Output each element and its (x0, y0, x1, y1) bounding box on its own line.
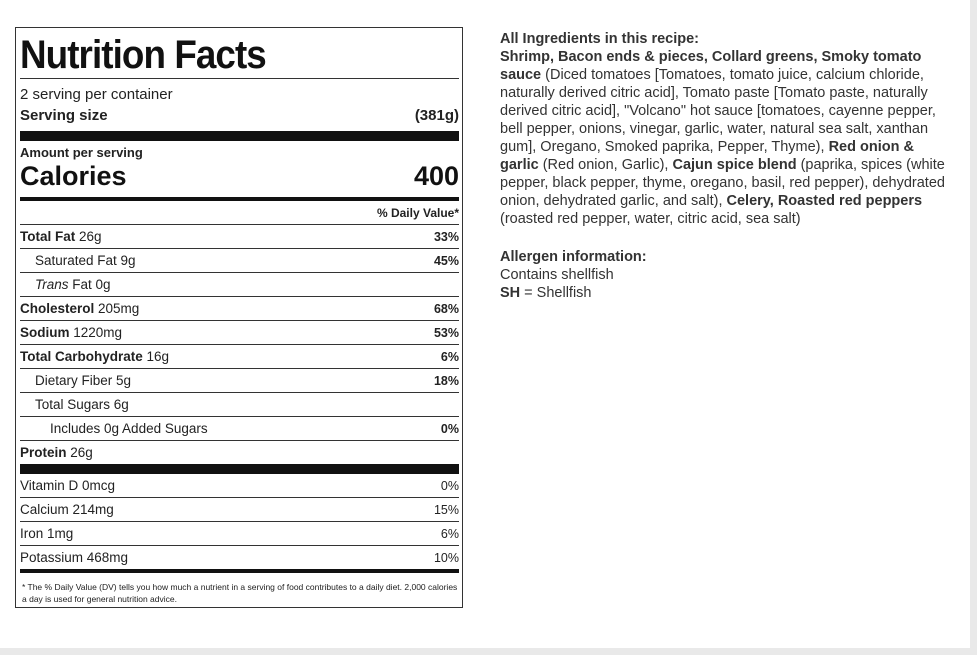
amount-per-serving: Amount per serving (20, 145, 143, 160)
ingredients-panel (500, 30, 950, 302)
nutrition-facts-title: Nutrition Facts (20, 33, 266, 77)
saturated-fat-pct: 45% (433, 253, 459, 268)
serving-size-row (20, 106, 459, 131)
allergen-code-line: SH = Shellfish (500, 285, 592, 301)
nutrient-row-total-fat: Total Fat 26g 33% (20, 225, 459, 249)
allergen-heading: Allergen information: (500, 249, 647, 265)
nutrition-facts-label (15, 27, 463, 608)
nutrient-row-added-sugars: Includes 0g Added Sugars 0% (20, 417, 459, 441)
allergen-text: Contains shellfish (500, 267, 614, 283)
daily-value-footnote: * The % Daily Value (DV) tells you how much a nutrient in a serving of food contributes to a daily diet. 2,000 calories a day is used for general nutrition advice. (22, 582, 458, 604)
added-sugars-pct: 0% (440, 421, 459, 436)
serving-size-value: (381g) (414, 107, 459, 124)
nutrient-row-sodium: Sodium 1220mg 53% (20, 321, 459, 345)
vitamin-row: Potassium 468mg 10% (20, 550, 459, 565)
total-fat-pct: 33% (433, 229, 459, 244)
nutrient-row-total-carbohydrate: Total Carbohydrate 16g 6% (20, 345, 459, 369)
fiber-pct: 18% (433, 373, 459, 388)
daily-value-header: % Daily Value* (20, 201, 459, 225)
vitamin-row: Iron 1mg 6% (20, 522, 459, 546)
vitamin-row: Calcium 214mg 15% (20, 498, 459, 522)
nutrient-row-trans-fat: Trans Fat 0g (20, 273, 459, 297)
nutrient-row-cholesterol: Cholesterol 205mg 68% (20, 297, 459, 321)
calories-row (20, 161, 459, 197)
nutrient-row-saturated-fat: Saturated Fat 9g 45% (20, 249, 459, 273)
sodium-pct: 53% (433, 325, 459, 340)
ingredients-heading: All Ingredients in this recipe: (500, 31, 700, 47)
calories-label: Calories (20, 161, 127, 191)
total-carb-pct: 6% (440, 349, 459, 364)
nutrient-row-total-sugars: Total Sugars 6g (20, 393, 459, 417)
serving-size-label: Serving size (20, 107, 108, 124)
vitamin-row: Vitamin D 0mcg 0% (20, 474, 459, 498)
ingredients-text: Shrimp, Bacon ends & pieces, Collard greens, Smoky tomato sauce (Diced tomatoes [Tomatoes, tomato juice, calcium chloride, naturally derived citric acid], Tomato paste [Tomato paste, naturally derived citric acid], "Volcano" hot sauce [tomatoes, cayenne pepper, bell pepper, onions, vinegar, garlic, water, natural sea salt, xanthan gum], Oregano, Smoked paprika, Pepper, Thyme), Red onion & garlic (Red onion, Garlic), Cajun spice blend (paprika, spices (white pepper, black pepper, thyme, oregano, basil, red pepper), dehydrated onion, dehydrated garlic, and salt), Celery, Roasted red peppers (roasted red pepper, water, citric acid, sea salt) (500, 49, 945, 227)
servings-per-container: 2 serving per container (20, 86, 173, 103)
allergen-section (500, 248, 950, 302)
nutrient-row-protein: Protein 26g (20, 445, 93, 460)
calories-value: 400 (413, 161, 459, 191)
nutrient-row-dietary-fiber: Dietary Fiber 5g 18% (20, 369, 459, 393)
cholesterol-pct: 68% (433, 301, 459, 316)
